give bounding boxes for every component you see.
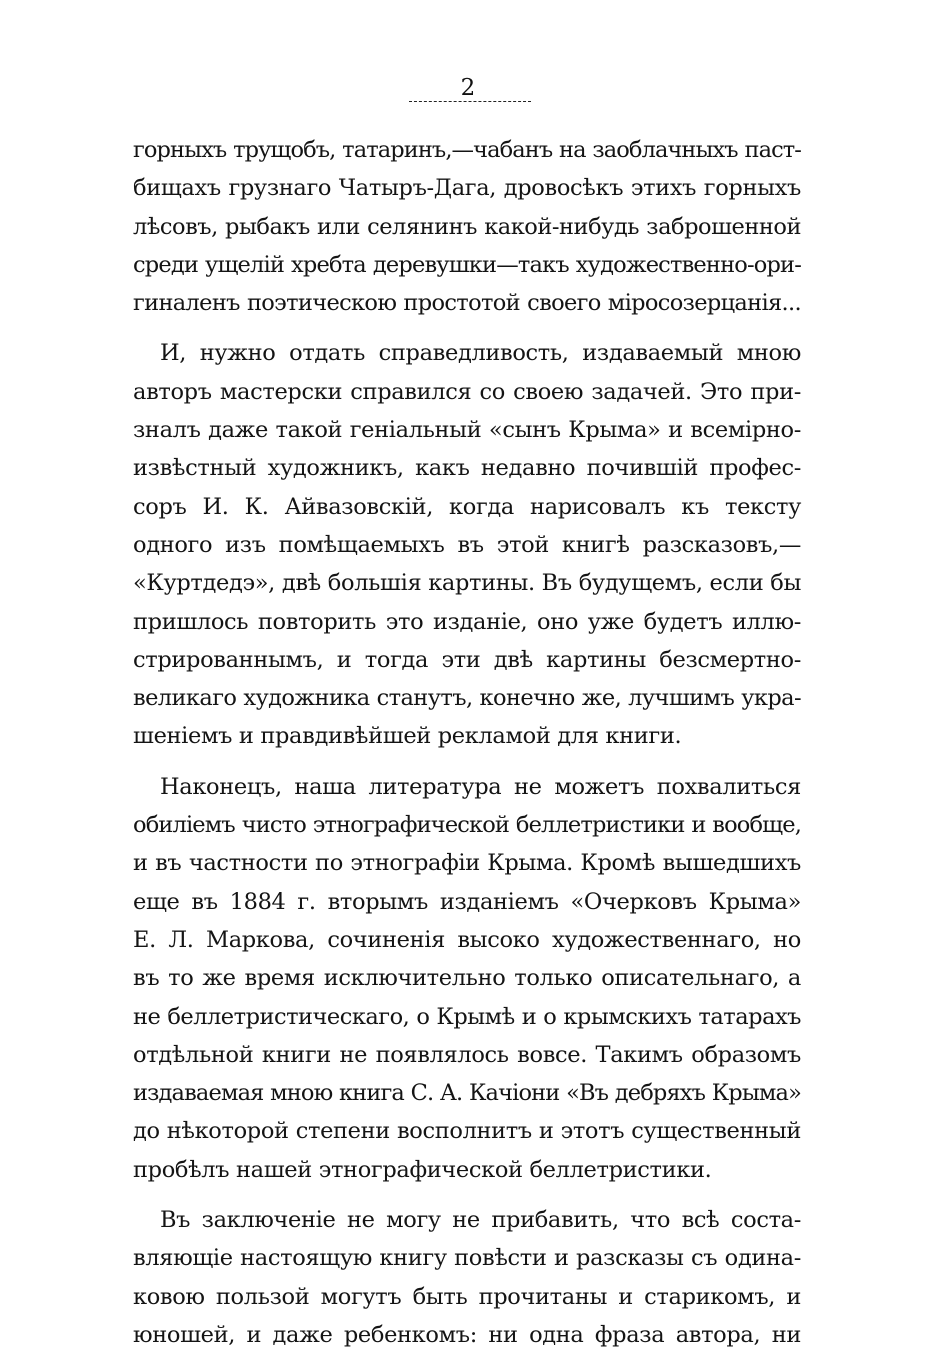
text-line: стрированнымъ, и тогда эти двѣ картины безсмертно- bbox=[133, 646, 801, 673]
text-line: отдѣльной книги не появлялось вовсе. Такимъ образомъ bbox=[133, 1041, 801, 1068]
text-line: лѣсовъ, рыбакъ или селянинъ какой-нибудь заброшенной bbox=[133, 213, 801, 240]
text-line: «Куртдедэ», двѣ большія картины. Въ будущемъ, если бы bbox=[133, 570, 801, 597]
paragraph-1 bbox=[133, 131, 801, 322]
text-line: не беллетристическаго, о Крымѣ и о крымскихъ татарахъ bbox=[133, 1003, 801, 1030]
text-line: до нѣкоторой степени восполнитъ и этотъ существенный bbox=[133, 1118, 801, 1145]
text-line: соръ И. К. Айвазовскій, когда нарисовалъ къ тексту bbox=[133, 493, 801, 520]
text-line: въ то же время исключительно только описательнаго, а bbox=[133, 965, 801, 992]
paragraph-4 bbox=[133, 1201, 801, 1354]
text-line: зналъ даже такой геніальный «сынъ Крыма» и всемірно- bbox=[133, 417, 801, 444]
text-line: издаваемая мною книга С. А. Качіони «Въ дебряхъ Крыма» bbox=[133, 1080, 801, 1107]
paragraph-2 bbox=[133, 334, 801, 755]
text-line: ковою пользой могутъ быть прочитаны и старикомъ, и bbox=[133, 1283, 801, 1310]
text-line: И, нужно отдать справедливость, издаваемый мною bbox=[160, 340, 801, 367]
text-line: обиліемъ чисто этнографической беллетристики и вообще, bbox=[133, 812, 801, 839]
text-line: бищахъ грузнаго Чатыръ-Дага, дровосѣкъ этихъ горныхъ bbox=[133, 175, 801, 202]
text-line: еще въ 1884 г. вторымъ изданіемъ «Очерковъ Крыма» bbox=[133, 888, 801, 915]
header-rule bbox=[409, 101, 531, 102]
body-text bbox=[133, 131, 801, 1354]
text-line: авторъ мастерски справился со своею задачей. Это при- bbox=[133, 378, 801, 405]
text-line: великаго художника станутъ, конечно же, лучшимъ укра- bbox=[133, 685, 801, 712]
text-line: вляющіе настоящую книгу повѣсти и разсказы съ одина- bbox=[133, 1245, 801, 1272]
text-line: шеніемъ и правдивѣйшей рекламой для книги. bbox=[133, 723, 682, 750]
text-line: Е. Л. Маркова, сочиненія высоко художественнаго, но bbox=[133, 926, 801, 953]
text-line: и въ частности по этнографіи Крыма. Кромѣ вышедшихъ bbox=[133, 850, 801, 877]
paragraph-3 bbox=[133, 768, 801, 1189]
text-line: одного изъ помѣщаемыхъ въ этой книгѣ разсказовъ,— bbox=[133, 531, 801, 558]
text-line: среди ущелій хребта деревушки—такъ художественно-ори- bbox=[133, 251, 801, 278]
text-line: извѣстный художникъ, какъ недавно почившій профес- bbox=[133, 455, 801, 482]
text-line: пробѣлъ нашей этнографической беллетристики. bbox=[133, 1156, 712, 1183]
page-number: 2 bbox=[460, 75, 476, 101]
text-line: пришлось повторить это изданіе, оно уже будетъ иллю- bbox=[133, 608, 801, 635]
text-line: Наконецъ, наша литература не можетъ похвалиться bbox=[160, 773, 801, 800]
text-line: горныхъ трущобъ, татаринъ,—чабанъ на заоблачныхъ паст- bbox=[133, 137, 801, 163]
text-line: гиналенъ поэтическою простотой своего міросозерцанія... bbox=[133, 290, 801, 317]
text-line: Въ заключеніе не могу не прибавить, что всѣ соста- bbox=[160, 1207, 801, 1234]
text-line: юношей, и даже ребенкомъ: ни одна фраза автора, ни bbox=[133, 1321, 801, 1348]
